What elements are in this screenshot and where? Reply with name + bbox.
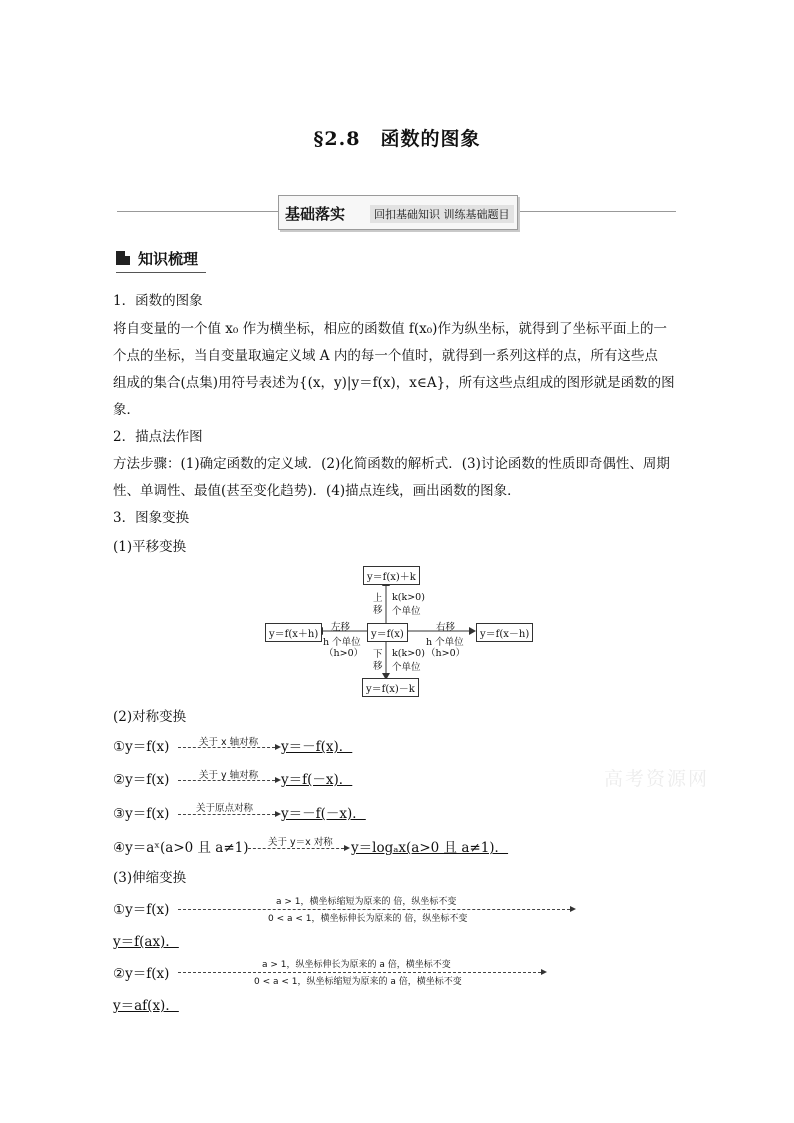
s3-symmetry-heading: (2)对称变换 <box>113 709 187 725</box>
section-heading-text: 知识梳理 <box>138 250 199 268</box>
banner-main: 基础落实 <box>285 205 346 223</box>
s1-line4: 象． <box>113 402 140 418</box>
sym-row4-label: 关于 y＝x 对称 <box>268 837 333 848</box>
arrow-icon <box>541 969 547 975</box>
str-row2-result: y＝af(x)． <box>113 998 179 1014</box>
str-row2-top: a > 1，纵坐标伸长为原来的 a 倍，横坐标不变 <box>262 960 451 970</box>
s1-line2: 个点的坐标，当自变量取遍定义域 A 内的每一个值时，就得到一系列这样的点，所有这些点 <box>113 348 658 364</box>
label-up-a: 上 <box>373 593 383 604</box>
watermark: 高考资源网 <box>604 768 710 790</box>
sym-row3-label: 关于原点对称 <box>196 803 254 814</box>
sym-row4-arrow <box>248 848 344 849</box>
page-title: §2.8 函数的图象 <box>313 128 481 150</box>
s3-scaling-heading: (3)伸缩变换 <box>113 870 187 886</box>
sym-row1-left: ①y＝f(x) <box>113 739 170 755</box>
sym-row1-label: 关于 x 轴对称 <box>199 737 259 748</box>
str-row2-arrow <box>178 972 541 973</box>
sym-row3-arrow <box>178 814 275 815</box>
str-row1-top: a > 1，横坐标缩短为原来的 倍，纵坐标不变 <box>276 897 457 907</box>
sym-row2-label: 关于 y 轴对称 <box>199 770 259 781</box>
sym-row2-left: ②y＝f(x) <box>113 772 170 788</box>
label-left-c: （h>0） <box>324 648 364 659</box>
box-bottom: y＝f(x)－k <box>362 678 419 697</box>
s3-head: 3．图象变换 <box>113 510 190 526</box>
str-row2-left: ②y＝f(x) <box>113 966 170 982</box>
box-right: y＝f(x－h) <box>476 623 533 642</box>
label-up-d: 个单位 <box>392 606 421 617</box>
label-down-d: 个单位 <box>392 662 421 673</box>
sym-row3-left: ③y＝f(x) <box>113 806 170 822</box>
label-up-c: k(k>0) <box>392 592 425 603</box>
str-row1-left: ①y＝f(x) <box>113 902 170 918</box>
s2-head: 2．描点法作图 <box>113 429 203 445</box>
s2-line2: 性、单调性、最值(甚至变化趋势)．(4)描点连线，画出函数的图象． <box>113 483 521 499</box>
sym-row3-result: y＝－f(－x)． <box>281 806 366 822</box>
label-down-c: k(k>0) <box>392 648 425 659</box>
box-center: y＝f(x) <box>367 623 408 642</box>
box-left: y＝f(x＋h) <box>265 623 322 642</box>
s1-line1: 将自变量的一个值 x₀ 作为横坐标，相应的函数值 f(x₀)作为纵坐标，就得到了坐标平面上的一 <box>113 321 667 337</box>
sym-row2-result: y＝f(－x)． <box>281 772 353 788</box>
sym-row1-result: y＝－f(x)． <box>281 739 353 755</box>
label-right-b: h 个单位 <box>426 637 464 648</box>
sym-row4-left: ④y＝aˣ(a>0 且 a≠1) <box>113 840 249 856</box>
str-row1-arrow <box>178 909 570 910</box>
box-top: y＝f(x)＋k <box>363 566 420 585</box>
sym-row1-arrow <box>178 747 275 748</box>
s1-head: 1．函数的图象 <box>113 293 203 309</box>
label-down-a: 下 <box>373 649 383 660</box>
label-right-c: （h>0） <box>426 648 466 659</box>
s3-translation-heading: (1)平移变换 <box>113 539 187 555</box>
s1-line3: 组成的集合(点集)用符号表述为{(x，y)|y＝f(x)，x∈A}，所有这些点组成的图形就是函数的图 <box>113 375 675 391</box>
label-down-b: 移 <box>373 661 383 672</box>
str-row1-result: y＝f(ax)． <box>113 934 179 950</box>
arrow-icon <box>344 845 350 851</box>
label-up-b: 移 <box>373 605 383 616</box>
label-right-a: 右移 <box>436 622 456 633</box>
label-left-a: 左移 <box>331 622 351 633</box>
str-row1-bottom: 0 < a < 1，横坐标伸长为原来的 倍，纵坐标不变 <box>268 914 468 924</box>
label-left-b: h 个单位 <box>323 637 361 648</box>
str-row2-bottom: 0 < a < 1，纵坐标缩短为原来的 a 倍，横坐标不变 <box>254 977 462 987</box>
s2-line1: 方法步骤：(1)确定函数的定义域．(2)化简函数的解析式．(3)讨论函数的性质即奇偶性、周期 <box>113 456 670 472</box>
arrow-icon <box>570 906 576 912</box>
banner-sub: 回扣基础知识 训练基础题目 <box>370 205 514 223</box>
sym-row2-arrow <box>178 780 275 781</box>
sym-row4-result: y＝logₐx(a>0 且 a≠1)． <box>351 840 509 856</box>
